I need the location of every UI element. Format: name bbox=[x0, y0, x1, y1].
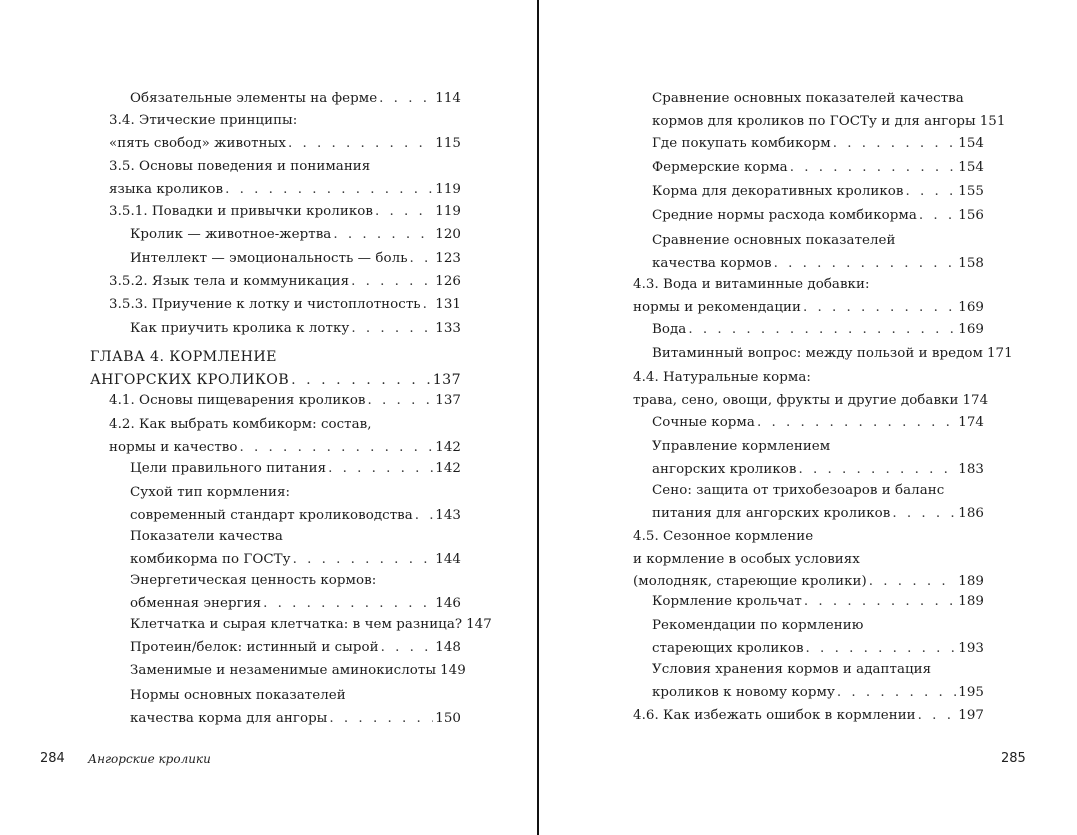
toc-page-number: 174 bbox=[962, 392, 989, 408]
toc-page-number: 142 bbox=[435, 461, 461, 476]
toc-entry-title-line: нормы и качество bbox=[109, 439, 238, 455]
toc-entry-title-line: 3.5.1. Повадки и привычки кроликов bbox=[109, 204, 373, 219]
dot-leader bbox=[381, 637, 434, 660]
dot-leader bbox=[423, 294, 434, 317]
dot-leader bbox=[351, 318, 433, 341]
toc-entry-title-line: Протеин/белок: истинный и сырой bbox=[130, 640, 379, 655]
toc-entry-title-line: (молодняк, стареющие кролики) bbox=[633, 574, 867, 589]
toc-entry bbox=[652, 343, 1013, 366]
dot-leader bbox=[757, 412, 956, 435]
toc-entry-title-line: 4.6. Как избежать ошибок в кормлении bbox=[633, 708, 916, 723]
toc-entry bbox=[130, 482, 461, 527]
toc-entry-title-line: 3.5.3. Приучение к лотку и чистоплотность bbox=[109, 297, 421, 312]
dot-leader bbox=[368, 390, 434, 413]
toc-entry bbox=[652, 205, 984, 228]
toc-entry-title-line: качества корма для ангоры bbox=[130, 710, 328, 726]
toc-page-number: 171 bbox=[986, 346, 1013, 361]
toc-entry-title-line: Средние нормы расхода комбикорма bbox=[652, 208, 917, 223]
right-page-number: 285 bbox=[1001, 751, 1026, 766]
toc-page-number: 148 bbox=[435, 640, 461, 655]
toc-entry bbox=[130, 685, 461, 730]
toc-entry-title-line: Кролик — животное-жертва bbox=[130, 227, 332, 242]
dot-leader bbox=[905, 181, 956, 204]
toc-entry-title-line: ГЛАВА 4. КОРМЛЕНИЕ bbox=[90, 349, 277, 365]
toc-page-number: 169 bbox=[958, 322, 984, 337]
toc-entry-title-line: языка кроликов bbox=[109, 181, 224, 197]
toc-entry-title-line: нормы и рекомендации bbox=[633, 299, 801, 315]
toc-entry bbox=[109, 271, 461, 294]
toc-page-number: 154 bbox=[958, 136, 984, 151]
toc-entry-title-line: качества кормов bbox=[652, 255, 772, 271]
toc-entry-title-line: стареющих кроликов bbox=[652, 640, 804, 656]
dot-leader bbox=[918, 705, 957, 728]
dot-leader bbox=[375, 201, 433, 224]
toc-entry bbox=[652, 412, 984, 435]
toc-entry-title-line: АНГОРСКИХ КРОЛИКОВ bbox=[90, 371, 290, 388]
dot-leader bbox=[790, 157, 957, 180]
toc-entry bbox=[652, 157, 984, 180]
toc-entry-title-line: Вода bbox=[652, 322, 687, 337]
toc-entry bbox=[652, 480, 984, 525]
toc-page-number: 154 bbox=[958, 160, 984, 175]
toc-entry bbox=[633, 705, 984, 728]
toc-page-number: 126 bbox=[435, 274, 461, 289]
toc-entry bbox=[130, 318, 461, 341]
toc-entry bbox=[652, 659, 984, 704]
dot-leader bbox=[379, 88, 433, 111]
toc-entry-title-line: 4.3. Вода и витаминные добавки: bbox=[633, 277, 870, 292]
toc-entry bbox=[652, 133, 984, 156]
toc-entry-title-line: Сочные корма bbox=[652, 415, 755, 430]
toc-entry-title-line: 4.5. Сезонное кормление bbox=[633, 529, 814, 544]
dot-leader bbox=[225, 179, 433, 202]
toc-entry-title-line: 4.2. Как выбрать комбикорм: состав, bbox=[109, 417, 372, 432]
toc-page-number: 114 bbox=[435, 91, 461, 106]
dot-leader bbox=[804, 591, 956, 614]
toc-entry bbox=[633, 274, 984, 319]
toc-page-number: 133 bbox=[435, 321, 461, 336]
toc-page-number: 137 bbox=[435, 393, 461, 408]
toc-entry bbox=[130, 224, 461, 247]
toc-entry-title-line: Сено: защита от трихобезоаров и баланс bbox=[652, 483, 945, 498]
dot-leader bbox=[833, 133, 957, 156]
toc-page-number: 142 bbox=[435, 439, 461, 455]
toc-entry bbox=[130, 660, 466, 683]
toc-entry-title-line: 3.4. Этические принципы: bbox=[109, 113, 298, 128]
toc-entry-title-line: Фермерские корма bbox=[652, 160, 788, 175]
toc-page-number: 131 bbox=[435, 297, 461, 312]
toc-entry-title-line: Условия хранения кормов и адаптация bbox=[652, 662, 932, 677]
toc-entry bbox=[130, 88, 461, 111]
toc-entry-title-line: «пять свобод» животных bbox=[109, 135, 286, 151]
toc-entry bbox=[109, 110, 461, 155]
toc-entry bbox=[130, 526, 461, 571]
toc-entry-title-line: и кормление в особых условиях bbox=[633, 551, 860, 567]
toc-page-number: 156 bbox=[958, 208, 984, 223]
dot-leader bbox=[333, 224, 433, 247]
toc-entry-title-line: трава, сено, овощи, фрукты и другие добавки bbox=[633, 392, 959, 408]
toc-page-number: 151 bbox=[979, 113, 1006, 129]
toc-entry-title-line: 3.5. Основы поведения и понимания bbox=[109, 159, 371, 174]
dot-leader bbox=[806, 638, 957, 661]
toc-entry bbox=[109, 294, 461, 317]
toc-page-number: 169 bbox=[958, 299, 984, 315]
toc-entry-title-line: 4.1. Основы пищеварения кроликов bbox=[109, 393, 366, 408]
toc-page-number: 155 bbox=[958, 184, 984, 199]
toc-entry bbox=[130, 570, 461, 615]
dot-leader bbox=[919, 205, 956, 228]
toc-page-number: 119 bbox=[435, 204, 461, 219]
toc-entry bbox=[130, 458, 461, 481]
toc-entry bbox=[652, 615, 984, 660]
toc-page-number: 189 bbox=[958, 574, 984, 589]
dot-leader bbox=[329, 708, 433, 731]
toc-entry bbox=[130, 614, 492, 637]
toc-entry-title-line: кроликов к новому корму bbox=[652, 684, 835, 700]
toc-entry-title-line: Энергетическая ценность кормов: bbox=[130, 573, 377, 588]
toc-entry bbox=[633, 526, 984, 594]
toc-entry bbox=[652, 88, 1006, 133]
toc-entry-title-line: Показатели качества bbox=[130, 529, 283, 544]
toc-entry bbox=[652, 436, 984, 481]
toc-entry-title-line: комбикорма по ГОСТу bbox=[130, 551, 291, 567]
dot-leader bbox=[774, 253, 957, 276]
toc-page-number: 183 bbox=[958, 461, 984, 477]
toc-page-number: 120 bbox=[435, 227, 461, 242]
toc-page-number: 137 bbox=[432, 371, 461, 388]
toc-entry-title-line: Сравнение основных показателей качества bbox=[652, 91, 964, 106]
toc-entry bbox=[130, 248, 461, 271]
toc-entry-title-line: Кормление крольчат bbox=[652, 594, 802, 609]
dot-leader bbox=[293, 549, 434, 572]
toc-page-number: 195 bbox=[958, 684, 984, 700]
toc-entry bbox=[633, 367, 989, 412]
toc-entry-title-line: Корма для декоративных кроликов bbox=[652, 184, 904, 199]
dot-leader bbox=[263, 593, 433, 616]
dot-leader bbox=[291, 369, 431, 392]
toc-entry-title-line: современный стандарт кролиководства bbox=[130, 507, 413, 523]
toc-entry bbox=[109, 201, 461, 224]
dot-leader bbox=[837, 682, 956, 705]
toc-entry-title-line: Клетчатка и сырая клетчатка: в чем разница? bbox=[130, 617, 463, 632]
toc-entry bbox=[90, 346, 461, 391]
dot-leader bbox=[415, 505, 433, 528]
toc-page-number: 186 bbox=[958, 505, 984, 521]
toc-entry-title-line: Рекомендации по кормлению bbox=[652, 618, 864, 633]
toc-page-number: 193 bbox=[958, 640, 984, 656]
toc-entry bbox=[652, 591, 984, 614]
toc-entry-title-line: ангорских кроликов bbox=[652, 461, 797, 477]
dot-leader bbox=[798, 459, 956, 482]
toc-entry bbox=[109, 156, 461, 201]
toc-entry-title-line: 3.5.2. Язык тела и коммуникация bbox=[109, 274, 350, 289]
left-page-number: 284 bbox=[40, 751, 65, 766]
toc-page-number: 115 bbox=[435, 135, 461, 151]
toc-entry-title-line: Как приучить кролика к лотку bbox=[130, 321, 350, 336]
toc-entry bbox=[652, 181, 984, 204]
toc-page-number: 150 bbox=[435, 710, 461, 726]
toc-page-number: 197 bbox=[958, 708, 984, 723]
toc-page-number: 189 bbox=[958, 594, 984, 609]
dot-leader bbox=[410, 248, 434, 271]
toc-entry-title-line: Нормы основных показателей bbox=[130, 688, 346, 703]
dot-leader bbox=[688, 319, 956, 342]
toc-entry-title-line: Управление кормлением bbox=[652, 439, 831, 454]
toc-entry-title-line: обменная энергия bbox=[130, 595, 262, 611]
toc-entry-title-line: Цели правильного питания bbox=[130, 461, 327, 476]
toc-page-number: 158 bbox=[958, 255, 984, 271]
toc-page-number: 123 bbox=[435, 251, 461, 266]
toc-page-number: 143 bbox=[435, 507, 461, 523]
toc-entry-title-line: кормов для кроликов по ГОСТу и для ангоры bbox=[652, 113, 976, 129]
toc-entry-title-line: Где покупать комбикорм bbox=[652, 136, 831, 151]
toc-entry bbox=[652, 319, 984, 342]
toc-page-number: 119 bbox=[435, 181, 461, 197]
toc-entry-title-line: Интеллект — эмоциональность — боль bbox=[130, 251, 408, 266]
toc-entry-title-line: Обязательные элементы на ферме bbox=[130, 91, 378, 106]
toc-entry-title-line: Сухой тип кормления: bbox=[130, 485, 291, 500]
dot-leader bbox=[240, 437, 434, 460]
dot-leader bbox=[288, 133, 433, 156]
toc-entry bbox=[109, 390, 461, 413]
toc-entry-title-line: Витаминный вопрос: между пользой и вредом bbox=[652, 346, 983, 361]
toc-page-number: 147 bbox=[466, 617, 492, 632]
running-head: Ангорские кролики bbox=[88, 752, 211, 766]
toc-entry bbox=[130, 637, 461, 660]
toc-entry-title-line: питания для ангорских кроликов bbox=[652, 505, 891, 521]
toc-page-number: 174 bbox=[958, 415, 984, 430]
toc-entry bbox=[652, 230, 984, 275]
toc-page-number: 146 bbox=[435, 595, 461, 611]
toc-page-number: 144 bbox=[435, 551, 461, 567]
toc-entry-title-line: Сравнение основных показателей bbox=[652, 233, 896, 248]
dot-leader bbox=[803, 297, 956, 320]
toc-entry-title-line: Заменимые и незаменимые аминокислоты bbox=[130, 663, 437, 678]
toc-entry-title-line: 4.4. Натуральные корма: bbox=[633, 370, 811, 385]
toc-page-number: 149 bbox=[440, 663, 466, 678]
dot-leader bbox=[351, 271, 433, 294]
toc-entry bbox=[109, 414, 461, 459]
dot-leader bbox=[892, 503, 956, 526]
dot-leader bbox=[328, 458, 433, 481]
